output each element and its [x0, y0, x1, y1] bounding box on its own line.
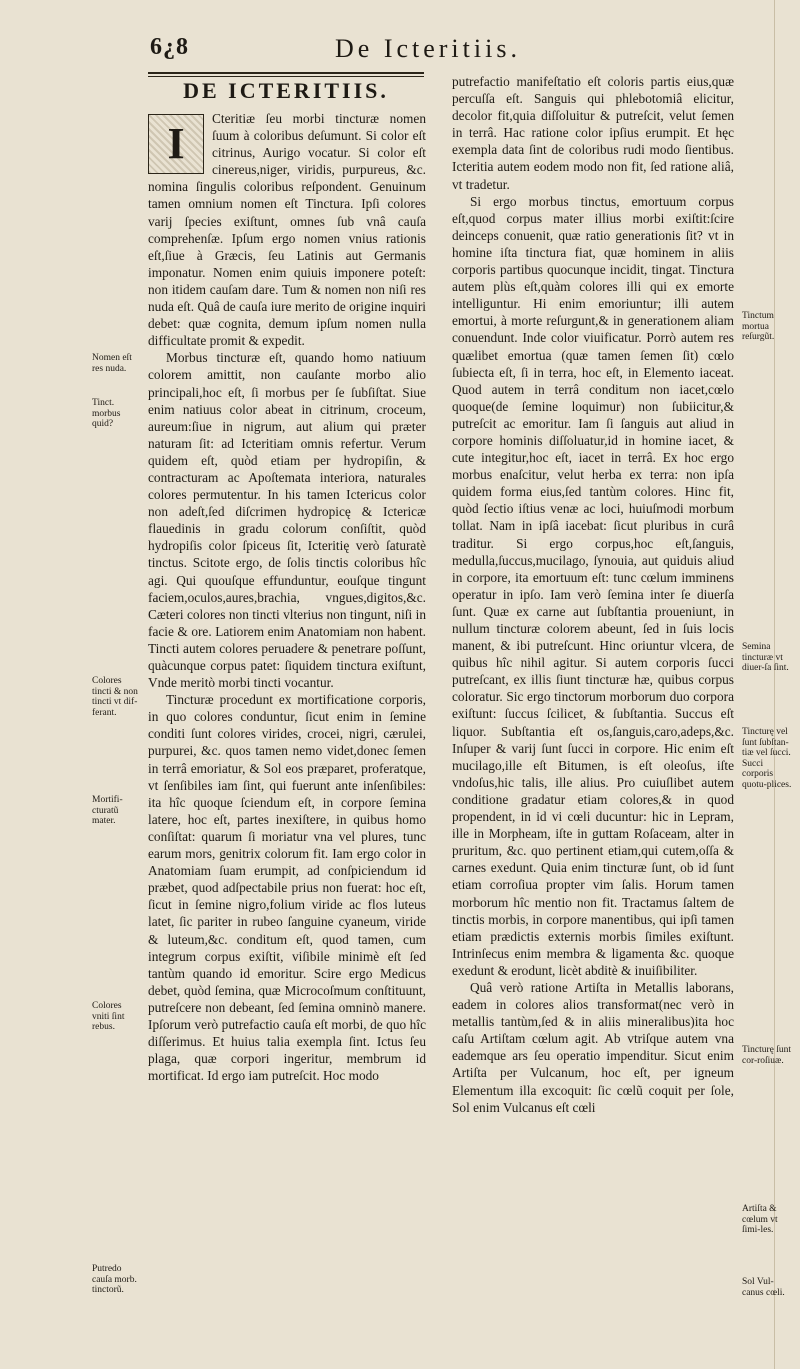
margin-note: Artiſta & cœlum vt ſimi-les.	[742, 1204, 778, 1235]
margin-note: Colores tincti & non tincti vt dif-ferant.	[92, 676, 138, 718]
margin-note: Putredo cauſa morb. tinctorũ.	[92, 1264, 137, 1295]
page-header	[0, 34, 800, 64]
title-rule	[148, 72, 424, 74]
margin-note: Sol Vul-canus cœli.	[742, 1277, 785, 1298]
margin-note: Tinctum mortua reſurgũt.	[742, 311, 775, 342]
page-edge	[774, 0, 775, 1369]
section-title: DE ICTERITIIS.	[183, 78, 389, 103]
decorated-initial	[148, 114, 204, 174]
title-rule-thin	[148, 76, 424, 77]
paragraph: Si ergo morbus tinctus, emortuum corpus eſt,quod corpus mater illius morbi exiſtit:ſcire deinceps conuenit, quæ ratio generationis ſit? vt in homine iſta tinctura fiat, quæ hominem in aliis corporis partibus quocunque incidit, tingat. Tinctura autem plùs eſt,quàm colores illi qui ex emorte intelliguntur. Hi enim emoriuntur; illi autem emortui, à morte reſurgunt,& in generationem aliam conuendunt. Inde color viuificatur. Porrò autem res quælibet emortua (quæ tamen ſemen ſit) cœlo ſubiecta eſt, ſi in terra, hoc eſt, in Elemento iaceat. Quod autem in terrâ conditum non iacet,cœlo quoque(de ſemine loquimur) non ſubiicitur,& putreſcit ac emoritur. Iam ſi ſanguis aut aliud in corpore hominis diſſoluatur,id in homine iacet, & cute integitur,hoc eſt, iacet in terrâ. Ex hoc ergo morbus enaſcitur, velut herba ex terra: non ipſa quidem forma eius,ſed tantùm colores. Hinc fit, quòd ſectio iſtius venæ ac loci, huiuſmodi morbum tollat. Nam in ipſâ iacebat: ſicut pluribus in curâ traditur. Si ergo corpus,hoc eſt,ſanguis, medulla,ſuccus,mucilago, ſynouia, aut quiduis aliud in corpore, ita emortuum eſt: tunc cœlum imminens operatur in ipſo. Iam verò ſemina inter ſe diuerſa ſunt. Quæ ex carne aut ſubſtantia proueniunt, in nullum tincturæ colorem abeunt, ſed in ſuis locis manent, & ibi putreſcunt. Hinc oriuntur vlcera, de quibus hîc nihil agitur. Si autem corporis ſucci putreſcant, ex illis ſiunt tincturæ hæ, quibus corpus coloratur. Sic ergo tinctorum morborum duo corpora exiſtunt: ſuccus ſcilicet, & ſubſtantia. Succus eſt liquor. Subſtantia eſt os,ſanguis,caro,adeps,&c. Inſuper & varij ſunt ſucci in corpore. Hic enim eſt mucilago,ille eſt Bitumen, is eſt oleoſus, iſte vndoſus,hic talis, ille alius. Pro cuiuſlibet autem conditione gradatur etiam colores,& in quod propendent, in id vi cœli ducuntur: hic in Lepram, ille in Morpheam, iſte in guttam Roſaceam, alter in pruritum, &c. quo pertinent etiam,qui cutem,oſſa & carnes exedunt. Quia enim tincturæ ſunt, ob id ſunt etiam corroſiua propter vim ſalis. Horum tamen morborum hîc mentio non fit. Tractamus ſaltem de tinctis morbis, in corpore manentibus, qui ipſi tamen etiam prædictis externis morbis ſimiles exiſtunt. Intrinſecus enim membra & ligamenta &c. quoque exedunt & erodunt, licèt abditè & inuiſibiliter.	[452, 193, 734, 978]
margin-note: Tinct. morbus quid?	[92, 398, 121, 429]
margin-note: Mortifi-cturatũ mater.	[92, 795, 123, 826]
paragraph: putrefactio manifeſtatio eſt coloris partis eius,quæ percuſſa eſt. Sanguis qui phlebotomiâ elicitur, decolor fit,quia diſſoluitur & putreſcit, velut ſemen in terrâ. Hac ratione color ipſius erumpit. Et hęc exempla data ſint de coloribus rudi modo ſientibus. Icteritia autem eodem modo non fit, ſed ratione aliâ, vt tradetur.	[452, 74, 734, 192]
page-number: 6¿8	[150, 34, 189, 60]
margin-note: Tincturę vel ſunt ſubſtan-tiæ vel ſucci. Succi corporis quotu-plices.	[742, 727, 792, 790]
margin-note: Tincturę ſunt cor-roſiuæ.	[742, 1045, 791, 1066]
paragraph: Quâ verò ratione Artiſta in Metallis laborans, eadem in colores alios transformat(nec verò in metallis tantùm,ſed & in aliis mineralibus)ita hoc caſu Artiſtam cœlum agit. Ab vtriſque autem vna eademque ars ſeu operatio impenditur. Sicut enim Artiſta per Vulcanum, hoc eſt, per igneum Elementum illa excoquit: ſic cœlũ coquit per ſole, Sol enim Vulcanus eſt cœli	[452, 979, 734, 1115]
right-column	[452, 73, 734, 1116]
running-title: De Icteritiis.	[335, 34, 521, 63]
paragraph: Cteritiæ ſeu morbi tincturæ nomen ſuum à coloribus deſumunt. Si color eſt citrinus, Aurigo vocatur. Si color eſt cinereus,niger, viridis, purpureus, &c. nomina ſingulis coloribus reſpondent. Genuinum tamen omnium nomen eſt Tinctura. Ipſi colores varij ſpecies exiſtunt, omnes ſub vnâ cauſa comprehenſæ. Ipſum ergo nomen vnius rationis eſt,ſiue à Græcis, ſeu Latinis aut Germanis imponatur. Nomen enim quiuis imponere poteſt: non itidem cauſam dare. Tum & nomen non niſi res nuda eſt. Quâ de cauſa iure merito de origine inquiri debet: quæ cognita, demum ipſum nomen nulla difficultate promit & expedit.	[148, 111, 426, 349]
margin-note: Semina tincturæ vt diuer-ſa ſint.	[742, 642, 789, 673]
margin-note: Nomen eſt res nuda.	[92, 353, 132, 374]
margin-note: Colores vniti ſint rebus.	[92, 1001, 125, 1032]
paragraph: Tincturæ procedunt ex mortificatione corporis, in quo colores conduntur, ſicut enim in ſemine conditi ſunt colores virides, crocei, nigri, cærulei, purpurei, &c. quos tamen nemo videt,donec ſemen in terrâ emoriatur, & Sol eos præparet, proferatque, vt ſenſibiles iam ſint, qui fuerunt ante inſenſibiles: ita hîc quoque ſciendum eſt, in corpore ſemina latere, hoc eſt, partes inexiſtere, in quibus homo conſiſtat: quarum ſi moriatur vna vel plures, tunc earum mors, genitrix colorum fit. Iam ergo color in Anatomiam ſuam erumpit, ad conſpiciendum id præbet, quod adſpectabile prius non fuerat: hoc eſt, ſicut in ſemine nigro,folium viride ac flos luteus latet, ſic pariter in rubeo ſanguine cyaneum, viride & luteum,&c. conditum eſt, quod tamen, cum integrum corpus exiſtit, viſibile minimè eſt ſed tantùm quando id emoritur. Scire ergo Medicus debet, quòd ſemina, quæ Microcoſmum conſtituunt, putreſcere non debeant, ſed ſemina omninò manere. Ipſorum verò putrefactio cauſa eſt morbi, de quo hîc diſſerimus. Et huius talia exempla ſint. Ictus ſeu plaga, quæ corpori ingeritur, membrum id mortificat. Id ergo iam putreſcit. Hoc modo	[148, 692, 426, 1084]
paragraph: Morbus tincturæ eſt, quando homo natiuum colorem amittit, non cauſante morbo alio principali,hoc eſt, ſi morbus per ſe ſubſiſtat. Siue enim natiuus color abeat in citrinum, croceum, aureum:ſiue in nigrum, aut alium qui præter naturam ſit: ad Icteritiam omnis refertur. Verum quidem eſt, quòd etiam per hydropiſin, & contracturam ac Apoſtemata interiora, naturales colores permutentur. In his tamen Ictericus color non adeſt,ſed diſcrimen hydropicę & Ictericæ flauedinis in gradu colorum conſiſtit, quòd hydropiſis color ſpiceus ſit, Icteritię verò ſaturatè tinctus. Scitote ergo, de ſolis tinctis coloribus hîc agi. Qui quouſque effunduntur, eouſque tingunt faciem,oculos,aures,brachia, vngues,digitos,&c. Cæteri colores non tincti vlterius non tingunt, niſi in facie & ore. Latiorem enim Anatomiam non habent. Tincti autem colores peruadere & penetrare poſſunt, quàcunque corpus patet: ſiquidem tinctura exiſtunt, Vnde meritò morbi tincti vocantur.	[148, 350, 426, 691]
left-column	[148, 110, 426, 1084]
dropcap-letter: I	[167, 119, 185, 169]
